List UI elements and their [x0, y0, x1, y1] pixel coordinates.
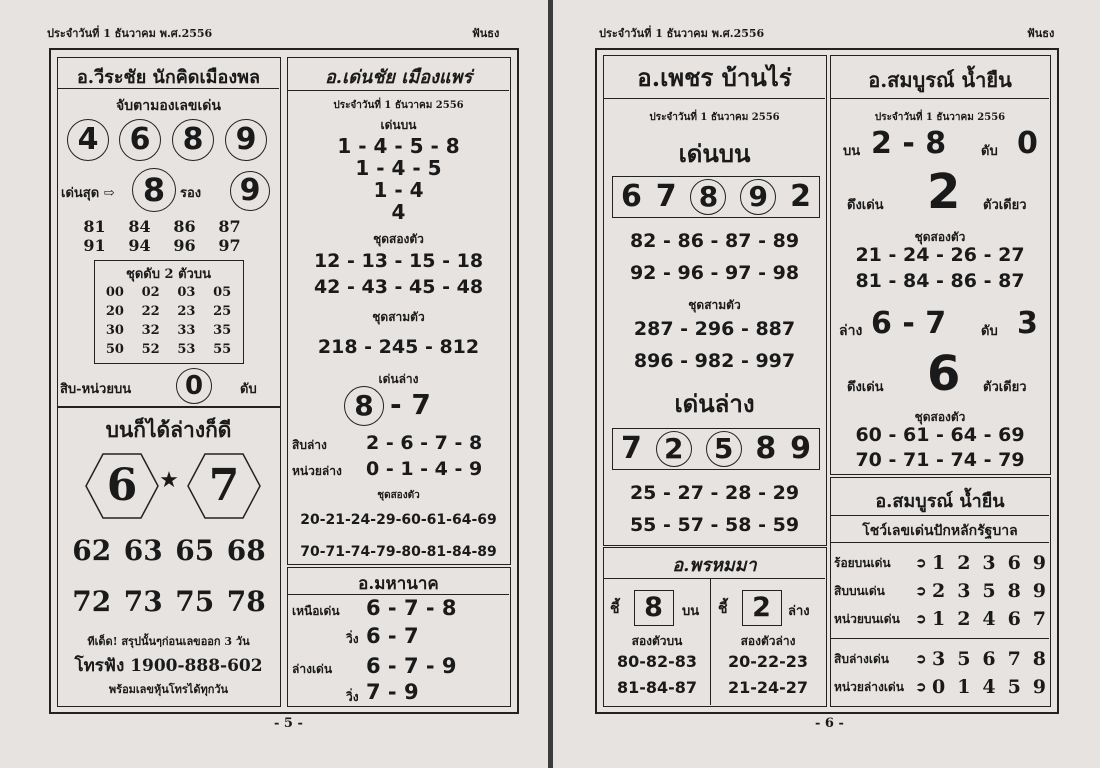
top-line: 1 - 4 - 5 — [355, 156, 442, 180]
digit: 7 — [1007, 648, 1021, 670]
digit: 5 — [1007, 676, 1021, 698]
denchai-box — [287, 57, 511, 565]
numbers-row-1 — [66, 534, 272, 567]
table-cell: 03 — [177, 285, 196, 300]
row-value: 6 - 7 - 8 — [366, 596, 457, 620]
right-digit-box — [742, 590, 782, 626]
table-cell: 02 — [141, 285, 160, 300]
circled-digit: 8 — [690, 179, 726, 215]
digit: 3 — [982, 552, 996, 574]
left-suffix: บน — [682, 604, 700, 619]
digit-suffix: ดับ — [240, 382, 257, 397]
single-label: ดึงเด่น — [847, 198, 884, 213]
pairs2-row: 70 - 71 - 74 - 79 — [855, 449, 1025, 471]
units-label: หน่วยล่าง — [292, 464, 342, 478]
pair-value: 94 — [128, 236, 151, 255]
somboon-show-box — [830, 477, 1051, 707]
pairs-row: 21 - 24 - 26 - 27 — [855, 244, 1025, 266]
arrow-icon: ➲ — [915, 679, 927, 695]
digit-label: สิบ-หน่วยบน — [60, 382, 132, 397]
digit: 4 — [982, 608, 996, 630]
kill-digit: 0 — [176, 368, 212, 404]
digit: 9 — [790, 431, 811, 466]
show-row-digits — [932, 648, 1046, 670]
table-cell: 55 — [213, 342, 232, 357]
left-row: 81-84-87 — [616, 678, 698, 697]
digit: 2 — [790, 179, 811, 214]
hex-digit: 6 — [106, 460, 138, 511]
digit: 9 — [1032, 676, 1046, 698]
digit: 6 — [1007, 552, 1021, 574]
bottom-circled-digit: 8 — [344, 386, 384, 426]
digit: 7 — [655, 179, 677, 214]
show-row — [834, 550, 1046, 576]
date-line: ประจำวันที่ 1 ธันวาคม 2556 — [649, 112, 780, 123]
page-number: - 5 - — [274, 716, 303, 731]
bottom-row: 55 - 57 - 58 - 59 — [629, 514, 800, 536]
show-row — [834, 674, 1046, 700]
divider — [604, 578, 825, 579]
show-row-label: สิบบนเด่น — [834, 583, 885, 598]
bottom-digits — [621, 429, 811, 468]
bottom-kill: 3 — [1017, 306, 1038, 341]
pair-value: 84 — [128, 217, 151, 236]
mahanak-box — [287, 567, 511, 707]
top-label: เด่นบน — [380, 118, 417, 132]
digit: 8 — [755, 431, 777, 466]
single-suffix: ตัวเดียว — [983, 198, 1027, 213]
divider — [604, 98, 825, 99]
mahanak-title: อ.มหานาค — [358, 574, 439, 594]
table-cell: 33 — [177, 323, 196, 338]
date-line: ประจำวันที่ 1 ธันวาคม 2556 — [333, 100, 464, 111]
kill-table-title: ชุดดับ 2 ตัวบน — [126, 267, 211, 282]
header-date: ประจำวันที่ 1 ธันวาคม พ.ศ.2556 — [599, 27, 765, 40]
pair-value: 91 — [83, 236, 106, 255]
page-5 — [0, 0, 548, 768]
number-value: 72 — [72, 585, 112, 618]
table-cell: 30 — [105, 323, 124, 338]
table-cell: 05 — [213, 285, 232, 300]
star-icon: ★ — [159, 468, 179, 493]
somboon-title: อ.สมบูรณ์ น้ำยืน — [868, 68, 1012, 92]
phone-number: โทรฟัง 1900-888-602 — [74, 656, 263, 676]
pair-value: 86 — [173, 217, 196, 236]
single-digit: 2 — [927, 164, 961, 220]
tens-label: สิบล่าง — [292, 438, 327, 452]
single2-label: ดึงเด่น — [847, 380, 884, 395]
weerachai-box — [57, 57, 281, 407]
set-line: 20-21-24-29-60-61-64-69 — [300, 512, 497, 528]
right-digit: 2 — [752, 592, 771, 623]
subtitle: จับตามองเลขเด่น — [116, 98, 221, 114]
table-cell: 23 — [177, 304, 196, 319]
digit: 1 — [957, 676, 971, 698]
row-value: 7 - 9 — [366, 680, 419, 704]
triple-row: 287 - 296 - 887 — [633, 318, 796, 340]
left-digit: 8 — [644, 592, 663, 623]
digit: 2 — [932, 580, 946, 602]
bottom-prefix: ล่าง — [839, 323, 863, 339]
pairs-label-2: ชุดสองตัว — [377, 490, 420, 501]
show-subtitle: โชว์เลขเด่นปักหลักรัฐบาล — [862, 523, 1018, 539]
table-cell: 22 — [141, 304, 160, 319]
main-label: เด่นสุด ⇨ — [61, 186, 115, 201]
bottom-label: เด่นล่าง — [674, 389, 755, 418]
digit: 3 — [957, 580, 971, 602]
single2-suffix: ตัวเดียว — [983, 380, 1027, 395]
row-value: 6 - 7 — [366, 624, 419, 648]
row-value: 6 - 7 - 9 — [366, 654, 457, 678]
page-6 — [553, 0, 1100, 768]
top-kill: 0 — [1017, 126, 1038, 161]
digit: 1 — [932, 552, 946, 574]
prommha-title: อ.พรหมมา — [672, 555, 757, 576]
row-label: วิ่ง — [346, 690, 359, 704]
table-cell: 32 — [141, 323, 160, 338]
digit: 6 — [621, 179, 642, 214]
digit: 6 — [982, 648, 996, 670]
units-value: 0 - 1 - 4 - 9 — [366, 458, 483, 480]
show-row — [834, 606, 1046, 632]
pair-value: 81 — [83, 217, 106, 236]
digit: 5 — [957, 648, 971, 670]
left-digit-box — [634, 590, 674, 626]
pair-value: 87 — [218, 217, 241, 236]
top-digits-box — [612, 176, 820, 218]
digit: 0 — [932, 676, 946, 698]
main-digit: 8 — [132, 168, 176, 212]
table-cell: 25 — [213, 304, 232, 319]
somboon-show-title: อ.สมบูรณ์ น้ำยืน — [875, 491, 1005, 512]
pair-value: 97 — [218, 236, 241, 255]
arrow-icon: ➲ — [915, 611, 927, 627]
circled-digit: 9 — [740, 179, 776, 215]
divider — [831, 515, 1049, 516]
digit: 5 — [982, 580, 996, 602]
promo-text-2: พร้อมเลขหุ้นโทรได้ทุกวัน — [108, 683, 229, 696]
bottom-digits-box — [612, 428, 820, 470]
right-suffix: ล่าง — [788, 604, 810, 619]
digit: 2 — [957, 608, 971, 630]
digit: 3 — [932, 648, 946, 670]
divider — [288, 594, 509, 595]
divider — [831, 542, 1049, 543]
show-row-digits — [932, 552, 1046, 574]
bottom-value: 6 - 7 — [871, 306, 947, 341]
table-cell: 35 — [213, 323, 232, 338]
numbers-row-2 — [66, 585, 272, 618]
digit: 7 — [1032, 608, 1046, 630]
somboon-box — [830, 55, 1051, 475]
divider — [831, 638, 1049, 639]
pairs-row: 81 - 84 - 86 - 87 — [855, 270, 1025, 292]
top-mid: ดับ — [981, 144, 998, 159]
table-cell: 50 — [105, 342, 124, 357]
top-line: 1 - 4 - 5 - 8 — [337, 134, 460, 158]
top-value: 2 - 8 — [871, 126, 947, 161]
promo-text: ทีเด็ด! สรุปนั้นๆก่อนเลขออก 3 วัน — [87, 635, 250, 648]
header-date: ประจำวันที่ 1 ธันวาคม พ.ศ.2556 — [47, 27, 213, 40]
bottom-label: เด่นล่าง — [378, 372, 419, 386]
right-row: 20-22-23 — [727, 652, 809, 671]
upper-lower-box — [57, 407, 281, 707]
arrow-icon: ➲ — [915, 651, 927, 667]
digit: 8 — [1007, 580, 1021, 602]
table-cell: 20 — [105, 304, 124, 319]
show-row-label: ร้อยบนเด่น — [834, 555, 891, 570]
number-value: 68 — [226, 534, 266, 567]
header-section: ฟันธง — [472, 27, 500, 40]
pairs2-row: 60 - 61 - 64 - 69 — [855, 424, 1025, 446]
show-row-label: หน่วยล่างเด่น — [834, 679, 904, 694]
right-prefix: ชี้ — [718, 601, 728, 617]
number-value: 63 — [123, 534, 163, 567]
second-digit: 9 — [230, 171, 270, 211]
digit: 2 — [957, 552, 971, 574]
section-title: บนก็ได้ล่างก็ดี — [105, 417, 232, 442]
triples-label: ชุดสามตัว — [372, 310, 425, 324]
show-row-digits — [932, 608, 1046, 630]
top-row: 82 - 86 - 87 - 89 — [629, 230, 800, 252]
row-label: ล่างเด่น — [292, 662, 333, 676]
bottom-row: 25 - 27 - 28 - 29 — [629, 482, 800, 504]
circled-digit: 5 — [706, 431, 742, 467]
left-prefix: ชี้ — [610, 601, 620, 617]
top-digits — [621, 177, 811, 216]
number-value: 78 — [226, 585, 266, 618]
top-row: 92 - 96 - 97 - 98 — [629, 262, 800, 284]
digit: 4 — [982, 676, 996, 698]
digit: 8 — [1032, 648, 1046, 670]
show-row-digits — [932, 580, 1046, 602]
divider — [288, 90, 509, 91]
triple-row: 896 - 982 - 997 — [633, 350, 796, 372]
denchai-title: อ.เด่นชัย เมืองแพร่ — [324, 67, 472, 88]
pair-value: 96 — [173, 236, 196, 255]
triples-label: ชุดสามตัว — [688, 298, 741, 312]
show-row-digits — [932, 676, 1046, 698]
divider — [710, 578, 711, 705]
circled-digit: 6 — [119, 119, 161, 161]
prommha-box — [603, 547, 827, 707]
bottom-mid: ดับ — [981, 324, 998, 339]
row-label: วิ่ง — [346, 632, 359, 646]
petch-title: อ.เพชร บ้านไร่ — [637, 63, 792, 92]
show-row-label: หน่วยบนเด่น — [834, 611, 900, 626]
pairs-label: ชุดสองตัว — [914, 230, 966, 244]
show-row-label: สิบล่างเด่น — [834, 651, 889, 666]
top-line: 4 — [391, 200, 406, 224]
right-caption: สองตัวล่าง — [740, 634, 796, 648]
row-label: เหนือเด่น — [292, 604, 340, 618]
top-prefix: บน — [843, 144, 861, 159]
digit: 1 — [932, 608, 946, 630]
top-line: 1 - 4 — [373, 178, 424, 202]
number-value: 75 — [175, 585, 215, 618]
digit: 9 — [1032, 580, 1046, 602]
triples-line: 218 - 245 - 812 — [317, 336, 480, 358]
circled-digit: 9 — [225, 119, 267, 161]
left-caption: สองตัวบน — [631, 634, 683, 648]
show-row — [834, 578, 1046, 604]
pairs-row-1 — [72, 217, 252, 236]
petch-box — [603, 55, 827, 546]
table-cell: 52 — [141, 342, 160, 357]
header-section: ฟันธง — [1027, 27, 1055, 40]
second-label: รอง — [180, 186, 202, 201]
arrow-icon: ➲ — [915, 555, 927, 571]
table-cell: 53 — [177, 342, 196, 357]
digit: 7 — [621, 431, 642, 466]
left-row: 80-82-83 — [616, 652, 698, 671]
pairs-line: 42 - 43 - 45 - 48 — [313, 276, 484, 298]
show-row — [834, 646, 1046, 672]
top-label: เด่นบน — [678, 139, 751, 168]
date-line: ประจำวันที่ 1 ธันวาคม 2556 — [874, 112, 1006, 123]
divider — [831, 98, 1049, 99]
tens-value: 2 - 6 - 7 - 8 — [366, 432, 483, 454]
table-cell: 00 — [105, 285, 124, 300]
pairs-line: 12 - 13 - 15 - 18 — [313, 250, 484, 272]
circled-digit: 4 — [67, 119, 109, 161]
circled-digit: 8 — [172, 119, 214, 161]
number-value: 73 — [123, 585, 163, 618]
arrow-icon: ➲ — [915, 583, 927, 599]
number-value: 62 — [72, 534, 112, 567]
bottom-rest: - 7 — [390, 388, 431, 421]
page-number: - 6 - — [815, 716, 844, 731]
pairs2-label: ชุดสองตัว — [914, 410, 966, 424]
pairs-label: ชุดสองตัว — [373, 232, 424, 246]
single2-digit: 6 — [927, 346, 961, 402]
number-value: 65 — [175, 534, 215, 567]
pairs-row-2 — [72, 236, 252, 255]
set-line: 70-71-74-79-80-81-84-89 — [300, 544, 497, 560]
circled-digit: 2 — [656, 431, 692, 467]
hex-digit: 7 — [208, 460, 240, 511]
digit: 9 — [1032, 552, 1046, 574]
digit: 6 — [1007, 608, 1021, 630]
right-row: 21-24-27 — [727, 678, 809, 697]
kill-table-grid — [97, 283, 240, 359]
divider — [58, 88, 279, 89]
weerachai-title: อ.วีระชัย นักคิดเมืองพล — [77, 67, 260, 88]
kill-table — [94, 260, 244, 364]
